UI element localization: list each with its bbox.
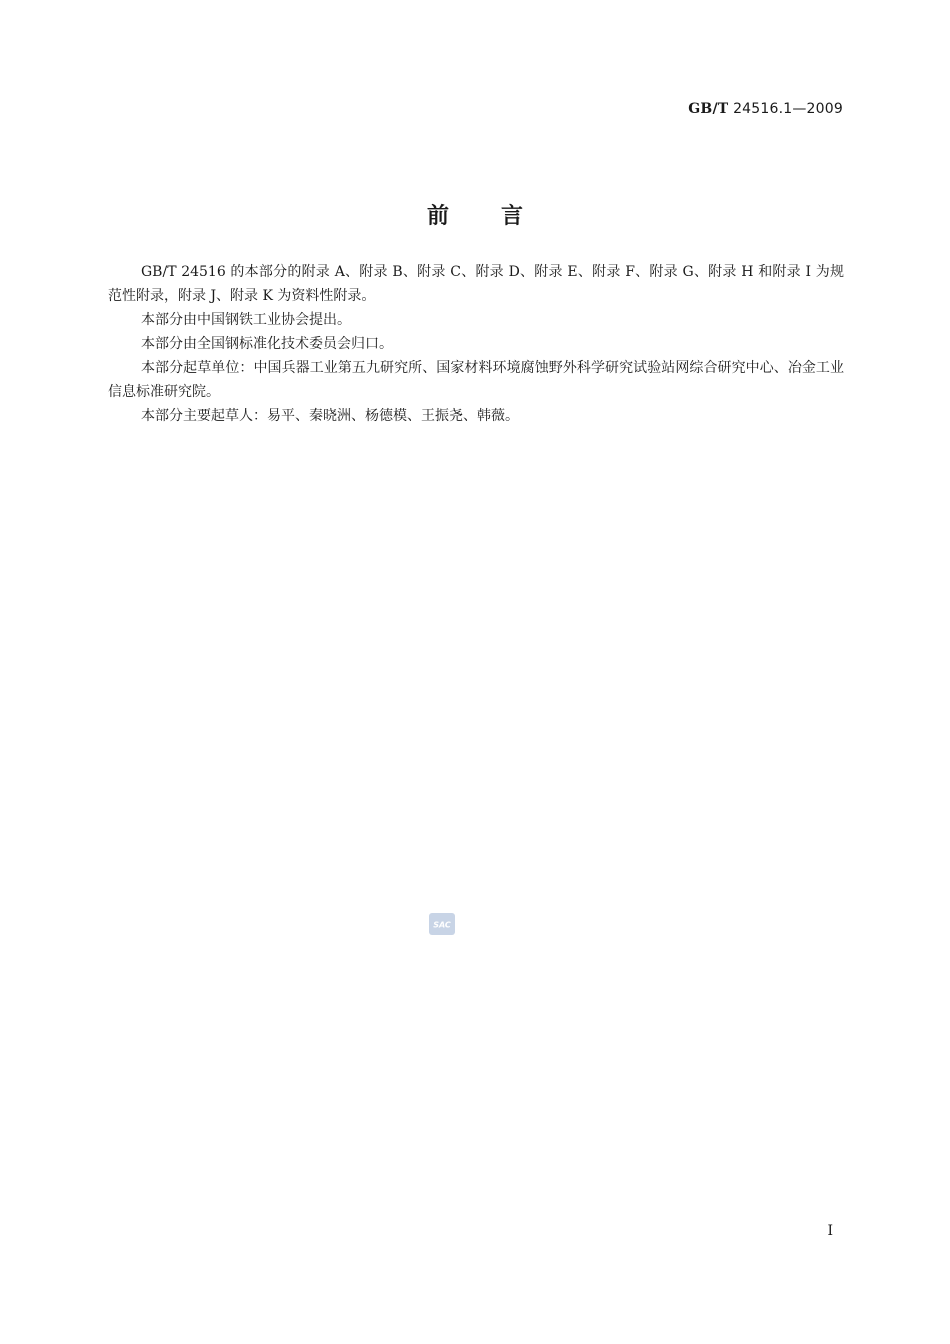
paragraph-committee: 本部分由全国钢标准化技术委员会归口。 (141, 336, 393, 352)
paragraph-annexes: GB/T 24516 的本部分的附录 A、附录 B、附录 C、附录 D、附录 E、附录 F、附录 G、附录 H 和附录 I 为规范性附录，附录 J、附录 K 为资料性附录。 (108, 264, 844, 304)
standard-prefix: GB/T (688, 101, 729, 117)
preface-body (108, 260, 844, 428)
page-number: I (827, 1223, 833, 1239)
sac-watermark-logo (429, 913, 455, 935)
standard-number: 24516.1—2009 (733, 101, 843, 117)
paragraph-drafters: 本部分主要起草人：易平、秦晓洲、杨德模、王振尧、韩薇。 (141, 408, 519, 424)
page-title: 前言 (426, 203, 575, 229)
standard-code (688, 101, 843, 117)
paragraph-drafting-units: 本部分起草单位：中国兵器工业第五九研究所、国家材料环境腐蚀野外科学研究试验站网综合研究中心、冶金工业信息标准研究院。 (108, 360, 844, 400)
svg-text:SAC: SAC (433, 920, 451, 930)
paragraph-proposer: 本部分由中国钢铁工业协会提出。 (141, 312, 351, 328)
